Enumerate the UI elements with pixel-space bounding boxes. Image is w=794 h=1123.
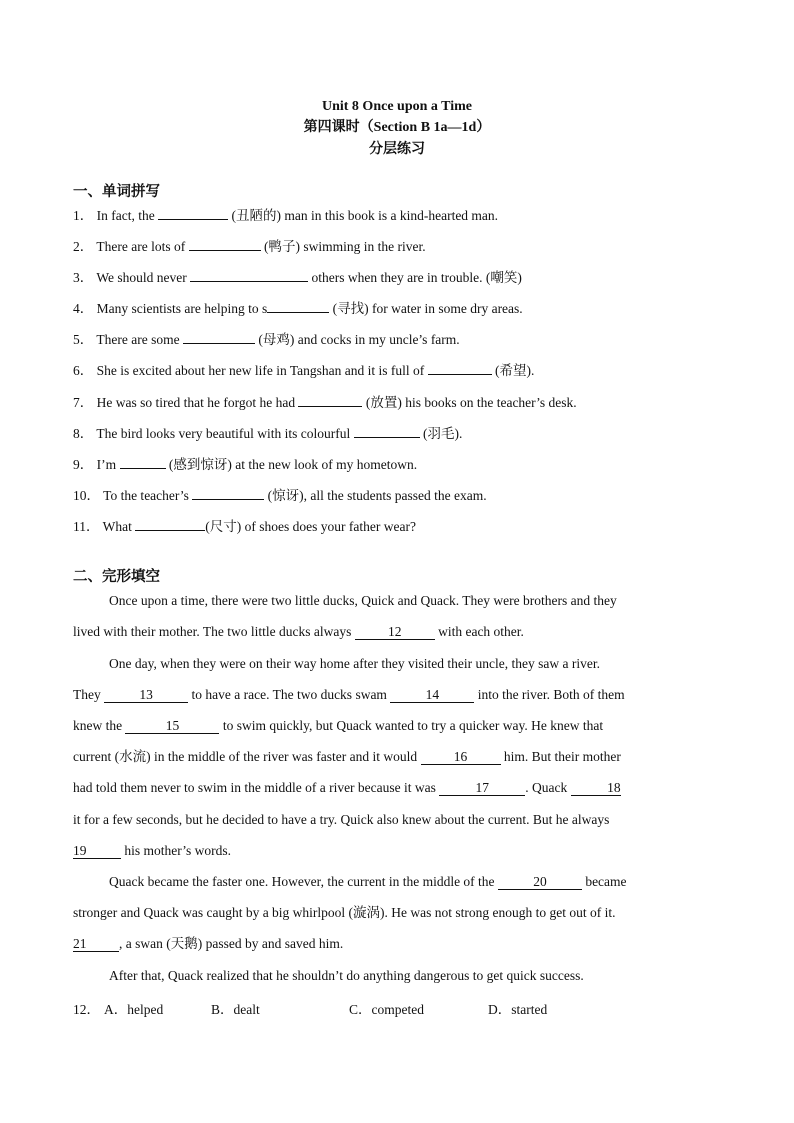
item-text: others when they are in trouble. (嘲笑) — [311, 270, 522, 285]
cloze-blank-15[interactable]: 15 — [125, 718, 219, 734]
item-hint: (母鸡) — [258, 332, 295, 347]
answer-blank[interactable] — [183, 343, 255, 344]
item-number: 1． — [73, 208, 94, 223]
passage-line — [73, 623, 524, 641]
item-text: his books on the teacher’s desk. — [405, 395, 577, 410]
item-hint: (放置) — [365, 395, 402, 410]
unit-title: Unit 8 Once upon a Time — [321, 99, 472, 114]
passage-text: into the river. Both of them — [477, 687, 625, 702]
item-text: We should never — [96, 270, 187, 285]
list-item — [73, 300, 523, 318]
cloze-blank-16[interactable]: 16 — [421, 749, 501, 765]
item-number: 11． — [73, 519, 100, 534]
list-item — [73, 487, 487, 505]
list-item — [73, 518, 416, 536]
item-hint: (丑陋的) — [231, 208, 281, 223]
item-text: To the teacher’s — [103, 488, 189, 503]
lesson-title: 第四课时（Section B 1a—1d） — [303, 120, 491, 135]
cloze-blank-21[interactable]: 21 — [73, 936, 119, 952]
item-text: There are lots of — [96, 239, 186, 254]
list-item — [73, 207, 498, 225]
passage-text: . Quack — [525, 780, 568, 795]
part1-heading: 一、单词拼写 — [73, 184, 160, 200]
list-item — [73, 394, 577, 412]
answer-blank[interactable] — [192, 499, 264, 500]
answer-blank[interactable] — [267, 312, 329, 313]
passage-text: They — [73, 687, 101, 702]
passage-text: him. But their mother — [503, 749, 621, 764]
list-item — [73, 331, 460, 349]
item-text: all the students passed the exam. — [310, 488, 487, 503]
answer-blank[interactable] — [428, 374, 492, 375]
answer-blank[interactable] — [354, 437, 420, 438]
option-d[interactable]: D．started — [488, 1002, 548, 1017]
item-number: 8． — [73, 426, 94, 441]
item-text: swimming in the river. — [303, 239, 426, 254]
option-b[interactable]: B．dealt — [211, 1002, 260, 1017]
item-number: 5． — [73, 332, 94, 347]
passage-line — [73, 935, 343, 953]
page-subtitle: 分层练习 — [369, 142, 425, 157]
item-hint: (鸭子) — [263, 239, 300, 254]
item-number: 6． — [73, 363, 94, 378]
passage-text: with each other. — [438, 624, 524, 639]
item-text: What — [102, 519, 132, 534]
item-text: of shoes does your father wear? — [244, 519, 416, 534]
cloze-blank-17[interactable]: 17 — [439, 780, 525, 796]
item-text: and cocks in my uncle’s farm. — [297, 332, 460, 347]
answer-blank[interactable] — [189, 250, 261, 251]
list-item — [73, 269, 522, 287]
item-hint: (希望). — [494, 363, 535, 378]
passage-line — [73, 779, 621, 797]
item-text: She is excited about her new life in Tangshan and it is full of — [96, 363, 425, 378]
passage-line: After that, Quack realized that he shouldn’t do anything dangerous to get quick success. — [109, 968, 584, 983]
item-text: In fact, the — [96, 208, 155, 223]
passage-line — [73, 717, 603, 735]
passage-text: current (水流) in the middle of the river was faster and it would — [73, 749, 418, 764]
item-text: He was so tired that he forgot he had — [96, 395, 296, 410]
passage-line — [73, 748, 621, 766]
part2-heading: 二、完形填空 — [73, 569, 160, 585]
cloze-blank-13[interactable]: 13 — [104, 687, 188, 703]
passage-line: One day, when they were on their way home after they visited their uncle, they saw a river. — [109, 656, 600, 671]
cloze-blank-20[interactable]: 20 — [498, 874, 582, 890]
item-text: I’m — [96, 457, 117, 472]
answer-blank[interactable] — [190, 281, 308, 282]
passage-text: his mother’s words. — [124, 843, 231, 858]
passage-text: knew the — [73, 718, 123, 733]
item-number: 2． — [73, 239, 94, 254]
passage-line — [73, 842, 231, 860]
option-c[interactable]: C．competed — [349, 1002, 424, 1017]
cloze-blank-19[interactable]: 19 — [73, 843, 121, 859]
question-number: 12． — [73, 1002, 100, 1017]
passage-text: , a swan (天鹅) passed by and saved him. — [119, 936, 344, 951]
passage-text: lived with their mother. The two little ducks always — [73, 624, 352, 639]
item-number: 9． — [73, 457, 94, 472]
item-text: for water in some dry areas. — [371, 301, 523, 316]
passage-line: stronger and Quack was caught by a big whirlpool (漩涡). He was not strong enough to get out of it. — [73, 905, 616, 920]
item-text: Many scientists are helping to s — [96, 301, 268, 316]
cloze-blank-18[interactable]: 18 — [571, 780, 621, 796]
list-item — [73, 238, 426, 256]
answer-blank[interactable] — [298, 406, 362, 407]
list-item — [73, 456, 417, 474]
item-hint: (尺寸) — [205, 519, 242, 534]
passage-text: to have a race. The two ducks swam — [191, 687, 387, 702]
passage-line: Once upon a time, there were two little ducks, Quick and Quack. They were brothers and they — [109, 593, 617, 608]
item-hint: (惊讶), — [267, 488, 308, 503]
passage-line: it for a few seconds, but he decided to have a try. Quick also knew about the current. But he always — [73, 812, 610, 827]
item-hint: (寻找) — [332, 301, 369, 316]
passage-text: Quack became the faster one. However, the current in the middle of the — [109, 874, 495, 889]
item-text: at the new look of my hometown. — [235, 457, 418, 472]
option-a[interactable]: A．helped — [104, 1002, 164, 1017]
item-text: The bird looks very beautiful with its colourful — [96, 426, 351, 441]
item-hint: (羽毛). — [422, 426, 463, 441]
answer-blank[interactable] — [158, 219, 228, 220]
item-text: There are some — [96, 332, 180, 347]
list-item — [73, 362, 534, 380]
item-number: 7． — [73, 395, 94, 410]
item-text: man in this book is a kind-hearted man. — [284, 208, 499, 223]
passage-text: became — [585, 874, 627, 889]
item-number: 4． — [73, 301, 94, 316]
answer-blank[interactable] — [120, 468, 166, 469]
item-number: 3． — [73, 270, 94, 285]
list-item — [73, 425, 462, 443]
passage-line — [109, 873, 627, 891]
passage-text: to swim quickly, but Quack wanted to try a quicker way. He knew that — [222, 718, 604, 733]
answer-blank[interactable] — [135, 530, 205, 531]
passage-text: had told them never to swim in the middle of a river because it was — [73, 780, 436, 795]
cloze-blank-12[interactable]: 12 — [355, 624, 435, 640]
passage-line — [73, 686, 625, 704]
item-hint: (感到惊讶) — [168, 457, 232, 472]
item-number: 10． — [73, 488, 100, 503]
cloze-blank-14[interactable]: 14 — [390, 687, 474, 703]
